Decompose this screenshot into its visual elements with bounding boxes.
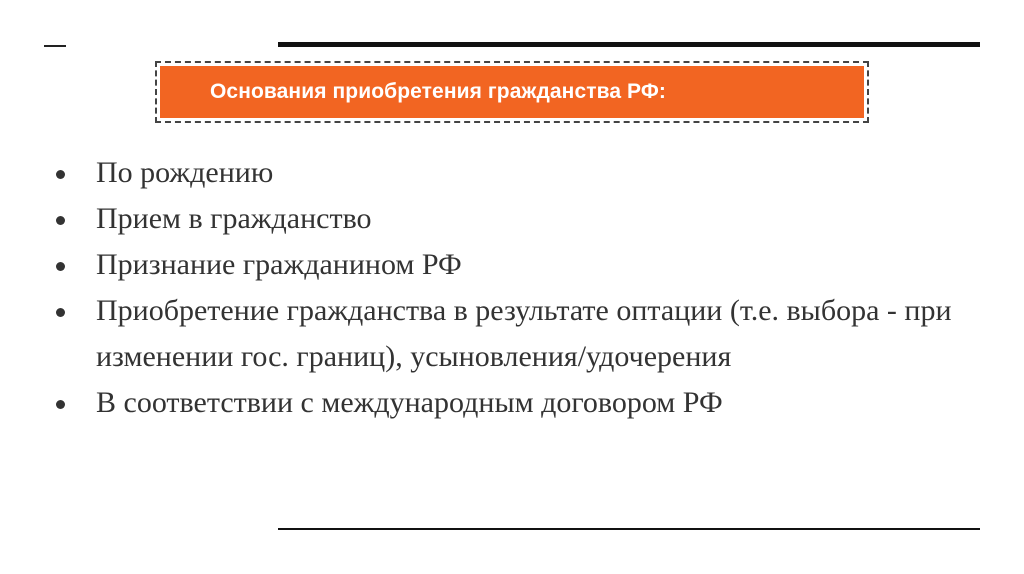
bullet-icon [56,216,65,225]
list-item [56,196,976,242]
bullet-icon [56,400,65,409]
bottom-rule [278,528,980,530]
bullet-text: Признание гражданином РФ [96,248,462,281]
list-item [56,242,976,288]
list-item [56,380,976,426]
bullet-icon [56,170,65,179]
bullet-text: Прием в гражданство [96,202,372,235]
title-banner [160,66,864,118]
top-rule [278,42,980,47]
slide-title: Основания приобретения гражданства РФ: [210,80,667,103]
list-item [56,150,976,196]
bullet-text: В соответствии с международным договором РФ [96,386,723,419]
bullet-text: Приобретение гражданства в результате оптации (т.е. выбора - при изменении гос. границ), усыновления/удочерения [96,294,952,373]
bullet-icon [56,262,65,271]
bullet-list [56,150,976,426]
bullet-icon [56,308,65,317]
decorative-dash [44,45,66,47]
list-item [56,288,976,380]
bullet-text: По рождению [96,156,274,189]
title-box [155,61,869,123]
